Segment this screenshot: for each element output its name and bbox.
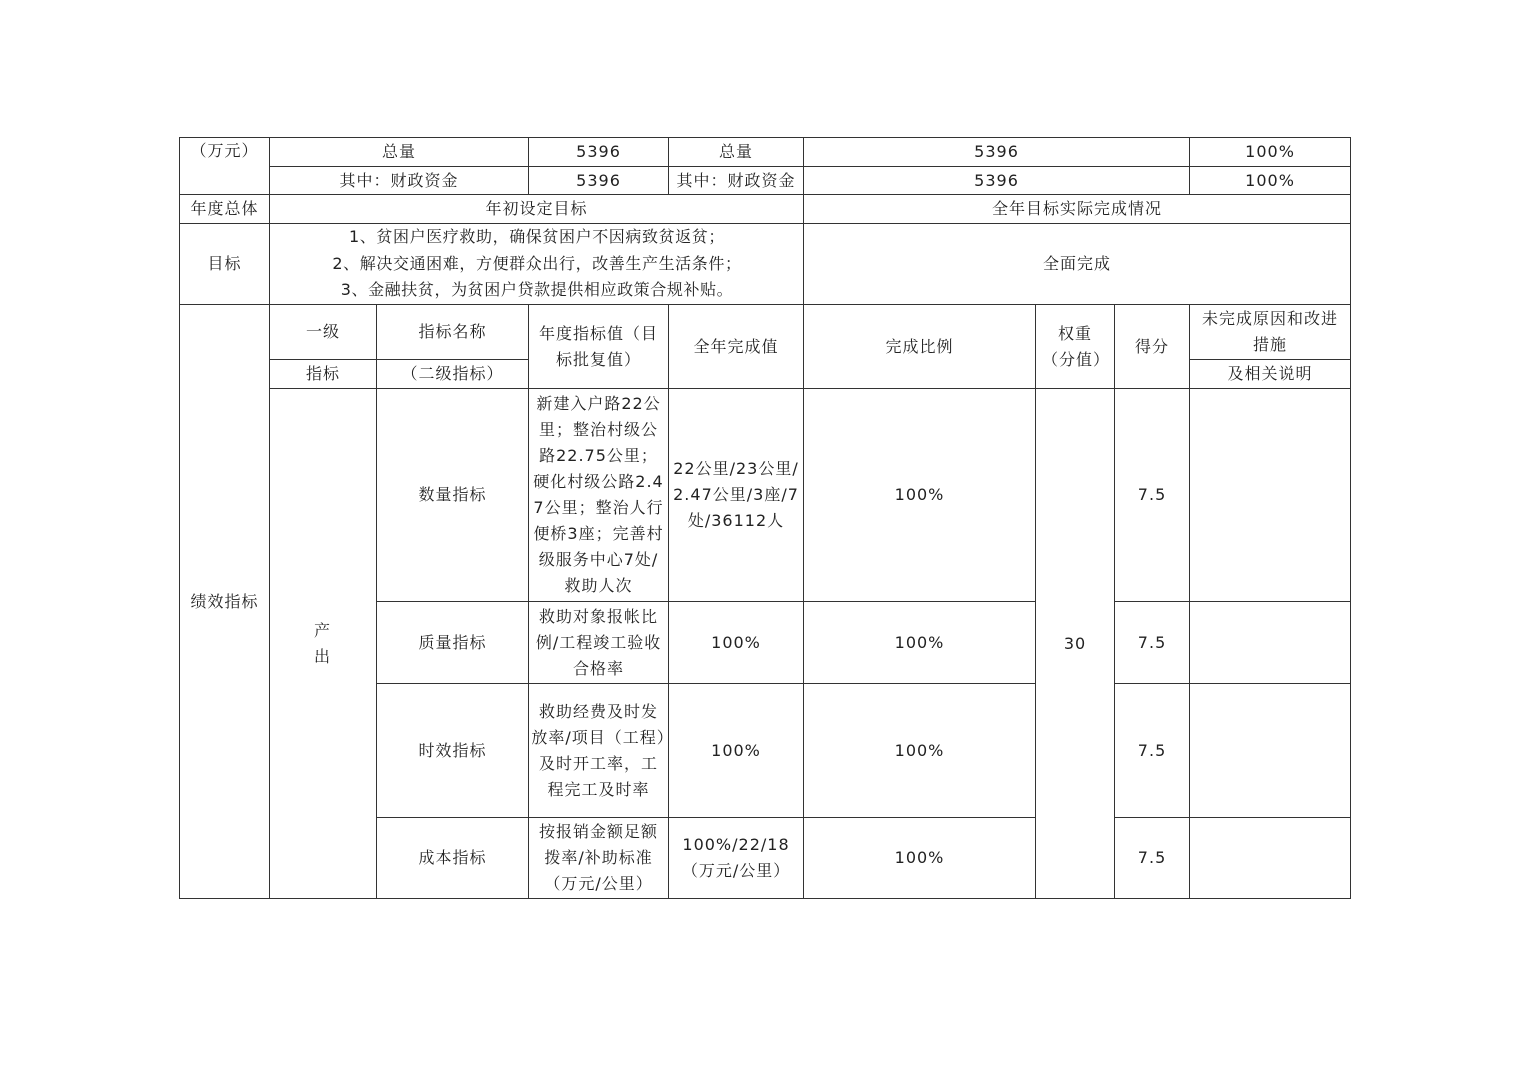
- table-row: [180, 389, 1351, 602]
- indicator-name: 数量指标: [377, 389, 529, 602]
- budget-total-label: 总量: [270, 138, 529, 167]
- header-level1-top: 一级: [270, 305, 377, 360]
- budget-total-actual: 5396: [804, 138, 1190, 167]
- indicator-reason: [1190, 389, 1351, 602]
- goals-set-header: 年初设定目标: [270, 195, 804, 224]
- budget-total-planned: 5396: [529, 138, 669, 167]
- indicator-actual: 100%/22/18（万元/公里）: [669, 818, 804, 899]
- indicator-score: 7.5: [1115, 684, 1190, 818]
- indicator-level1: 产 出: [270, 389, 377, 899]
- goal-item: 3、金融扶贫，为贫困户贷款提供相应政策合规补贴。: [340, 280, 734, 300]
- indicator-target: 按报销金额足额拨率/补助标准（万元/公里）: [529, 818, 669, 899]
- indicator-actual: 100%: [669, 602, 804, 684]
- indicator-weight: 30: [1036, 389, 1115, 899]
- goals-actual-header: 全年目标实际完成情况: [804, 195, 1351, 224]
- header-score: 得分: [1115, 305, 1190, 389]
- indicator-score: 7.5: [1115, 389, 1190, 602]
- goals-row-label-bottom: 目标: [180, 224, 270, 305]
- indicator-name: 时效指标: [377, 684, 529, 818]
- indicators-section-label: 绩效指标: [180, 305, 270, 899]
- goal-item: 2、解决交通困难，方便群众出行，改善生产生活条件；: [332, 253, 742, 273]
- budget-fiscal-actual-label: 其中：财政资金: [669, 167, 804, 195]
- budget-unit-label: （万元）: [180, 138, 270, 195]
- indicator-name: 成本指标: [377, 818, 529, 899]
- header-name-top: 指标名称: [377, 305, 529, 360]
- indicator-target: 新建入户路22公里；整治村级公路22.75公里；硬化村级公路2.47公里；整治人行便桥3座；完善村级服务中心7处/救助人次: [529, 389, 669, 602]
- budget-fiscal-label: 其中：财政资金: [270, 167, 529, 195]
- budget-fiscal-actual: 5396: [804, 167, 1190, 195]
- header-reason-top: 未完成原因和改进措施: [1190, 305, 1351, 360]
- goals-actual-text: 全面完成: [804, 224, 1351, 305]
- indicator-actual: 100%: [669, 684, 804, 818]
- indicator-header-row-top: [180, 305, 1351, 360]
- indicator-ratio: 100%: [804, 684, 1036, 818]
- header-level1-bottom: 指标: [270, 360, 377, 389]
- indicator-target: 救助对象报帐比例/工程竣工验收合格率: [529, 602, 669, 684]
- goals-header-row: [180, 195, 1351, 224]
- indicator-reason: [1190, 602, 1351, 684]
- indicator-ratio: 100%: [804, 602, 1036, 684]
- goals-list: [270, 224, 804, 305]
- goals-content-row: [180, 224, 1351, 305]
- budget-total-rate: 100%: [1190, 138, 1351, 167]
- indicator-reason: [1190, 684, 1351, 818]
- budget-row-fiscal: [180, 167, 1351, 195]
- budget-row-total: [180, 138, 1351, 167]
- goal-item: 1、贫困户医疗救助，确保贫困户不因病致贫返贫；: [349, 227, 725, 247]
- indicator-target: 救助经费及时发放率/项目（工程）及时开工率，工程完工及时率: [529, 684, 669, 818]
- header-name-bottom: （二级指标）: [377, 360, 529, 389]
- performance-table: [179, 137, 1351, 899]
- budget-fiscal-rate: 100%: [1190, 167, 1351, 195]
- indicator-name: 质量指标: [377, 602, 529, 684]
- header-ratio: 完成比例: [804, 305, 1036, 389]
- header-target: 年度指标值（目标批复值）: [529, 305, 669, 389]
- indicator-score: 7.5: [1115, 818, 1190, 899]
- indicator-actual: 22公里/23公里/2.47公里/3座/7处/36112人: [669, 389, 804, 602]
- header-reason-bottom: 及相关说明: [1190, 360, 1351, 389]
- goals-row-label-top: 年度总体: [180, 195, 270, 224]
- indicator-ratio: 100%: [804, 389, 1036, 602]
- budget-total-actual-label: 总量: [669, 138, 804, 167]
- indicator-ratio: 100%: [804, 818, 1036, 899]
- header-weight: 权重（分值）: [1036, 305, 1115, 389]
- header-actual: 全年完成值: [669, 305, 804, 389]
- budget-fiscal-planned: 5396: [529, 167, 669, 195]
- indicator-score: 7.5: [1115, 602, 1190, 684]
- indicator-reason: [1190, 818, 1351, 899]
